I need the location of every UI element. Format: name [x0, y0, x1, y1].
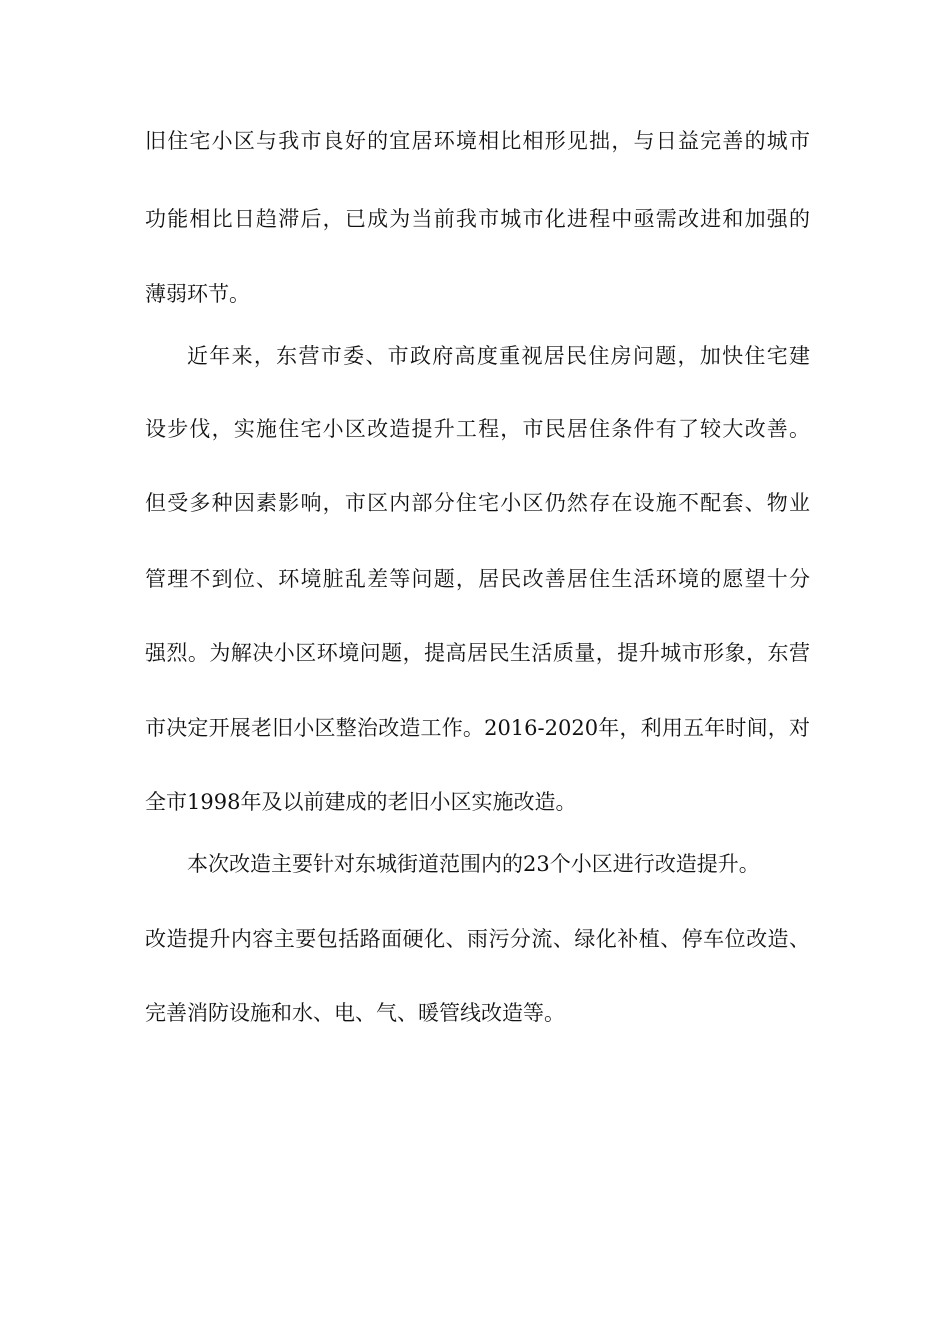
paragraph-line: 改造提升内容主要包括路面硬化、雨污分流、绿化补植、停车位改造、 [145, 927, 810, 951]
paragraph-line: 设步伐，实施住宅小区改造提升工程，市民居住条件有了较大改善。 [145, 417, 810, 441]
paragraph-line: 旧住宅小区与我市良好的宜居环境相比相形见拙，与日益完善的城市 [145, 129, 810, 153]
paragraph-line: 管理不到位、环境脏乱差等问题，居民改善居住生活环境的愿望十分 [145, 567, 810, 591]
paragraph-line: 薄弱环节。 [145, 282, 250, 306]
paragraph-line: 本次改造主要针对东城街道范围内的23个小区进行改造提升。 [187, 852, 760, 876]
paragraph-line: 功能相比日趋滞后，已成为当前我市城市化进程中亟需改进和加强的 [145, 207, 810, 231]
paragraph-line: 市决定开展老旧小区整治改造工作。2016-2020年，利用五年时间，对 [145, 716, 810, 740]
paragraph-line: 完善消防设施和水、电、气、暖管线改造等。 [145, 1001, 565, 1025]
paragraph-line: 近年来，东营市委、市政府高度重视居民住房问题，加快住宅建 [187, 344, 810, 368]
paragraph-line: 但受多种因素影响，市区内部分住宅小区仍然存在设施不配套、物业 [145, 491, 810, 515]
paragraph-line: 全市1998年及以前建成的老旧小区实施改造。 [145, 790, 577, 814]
paragraph-line: 强烈。为解决小区环境问题，提高居民生活质量，提升城市形象，东营 [145, 641, 810, 665]
